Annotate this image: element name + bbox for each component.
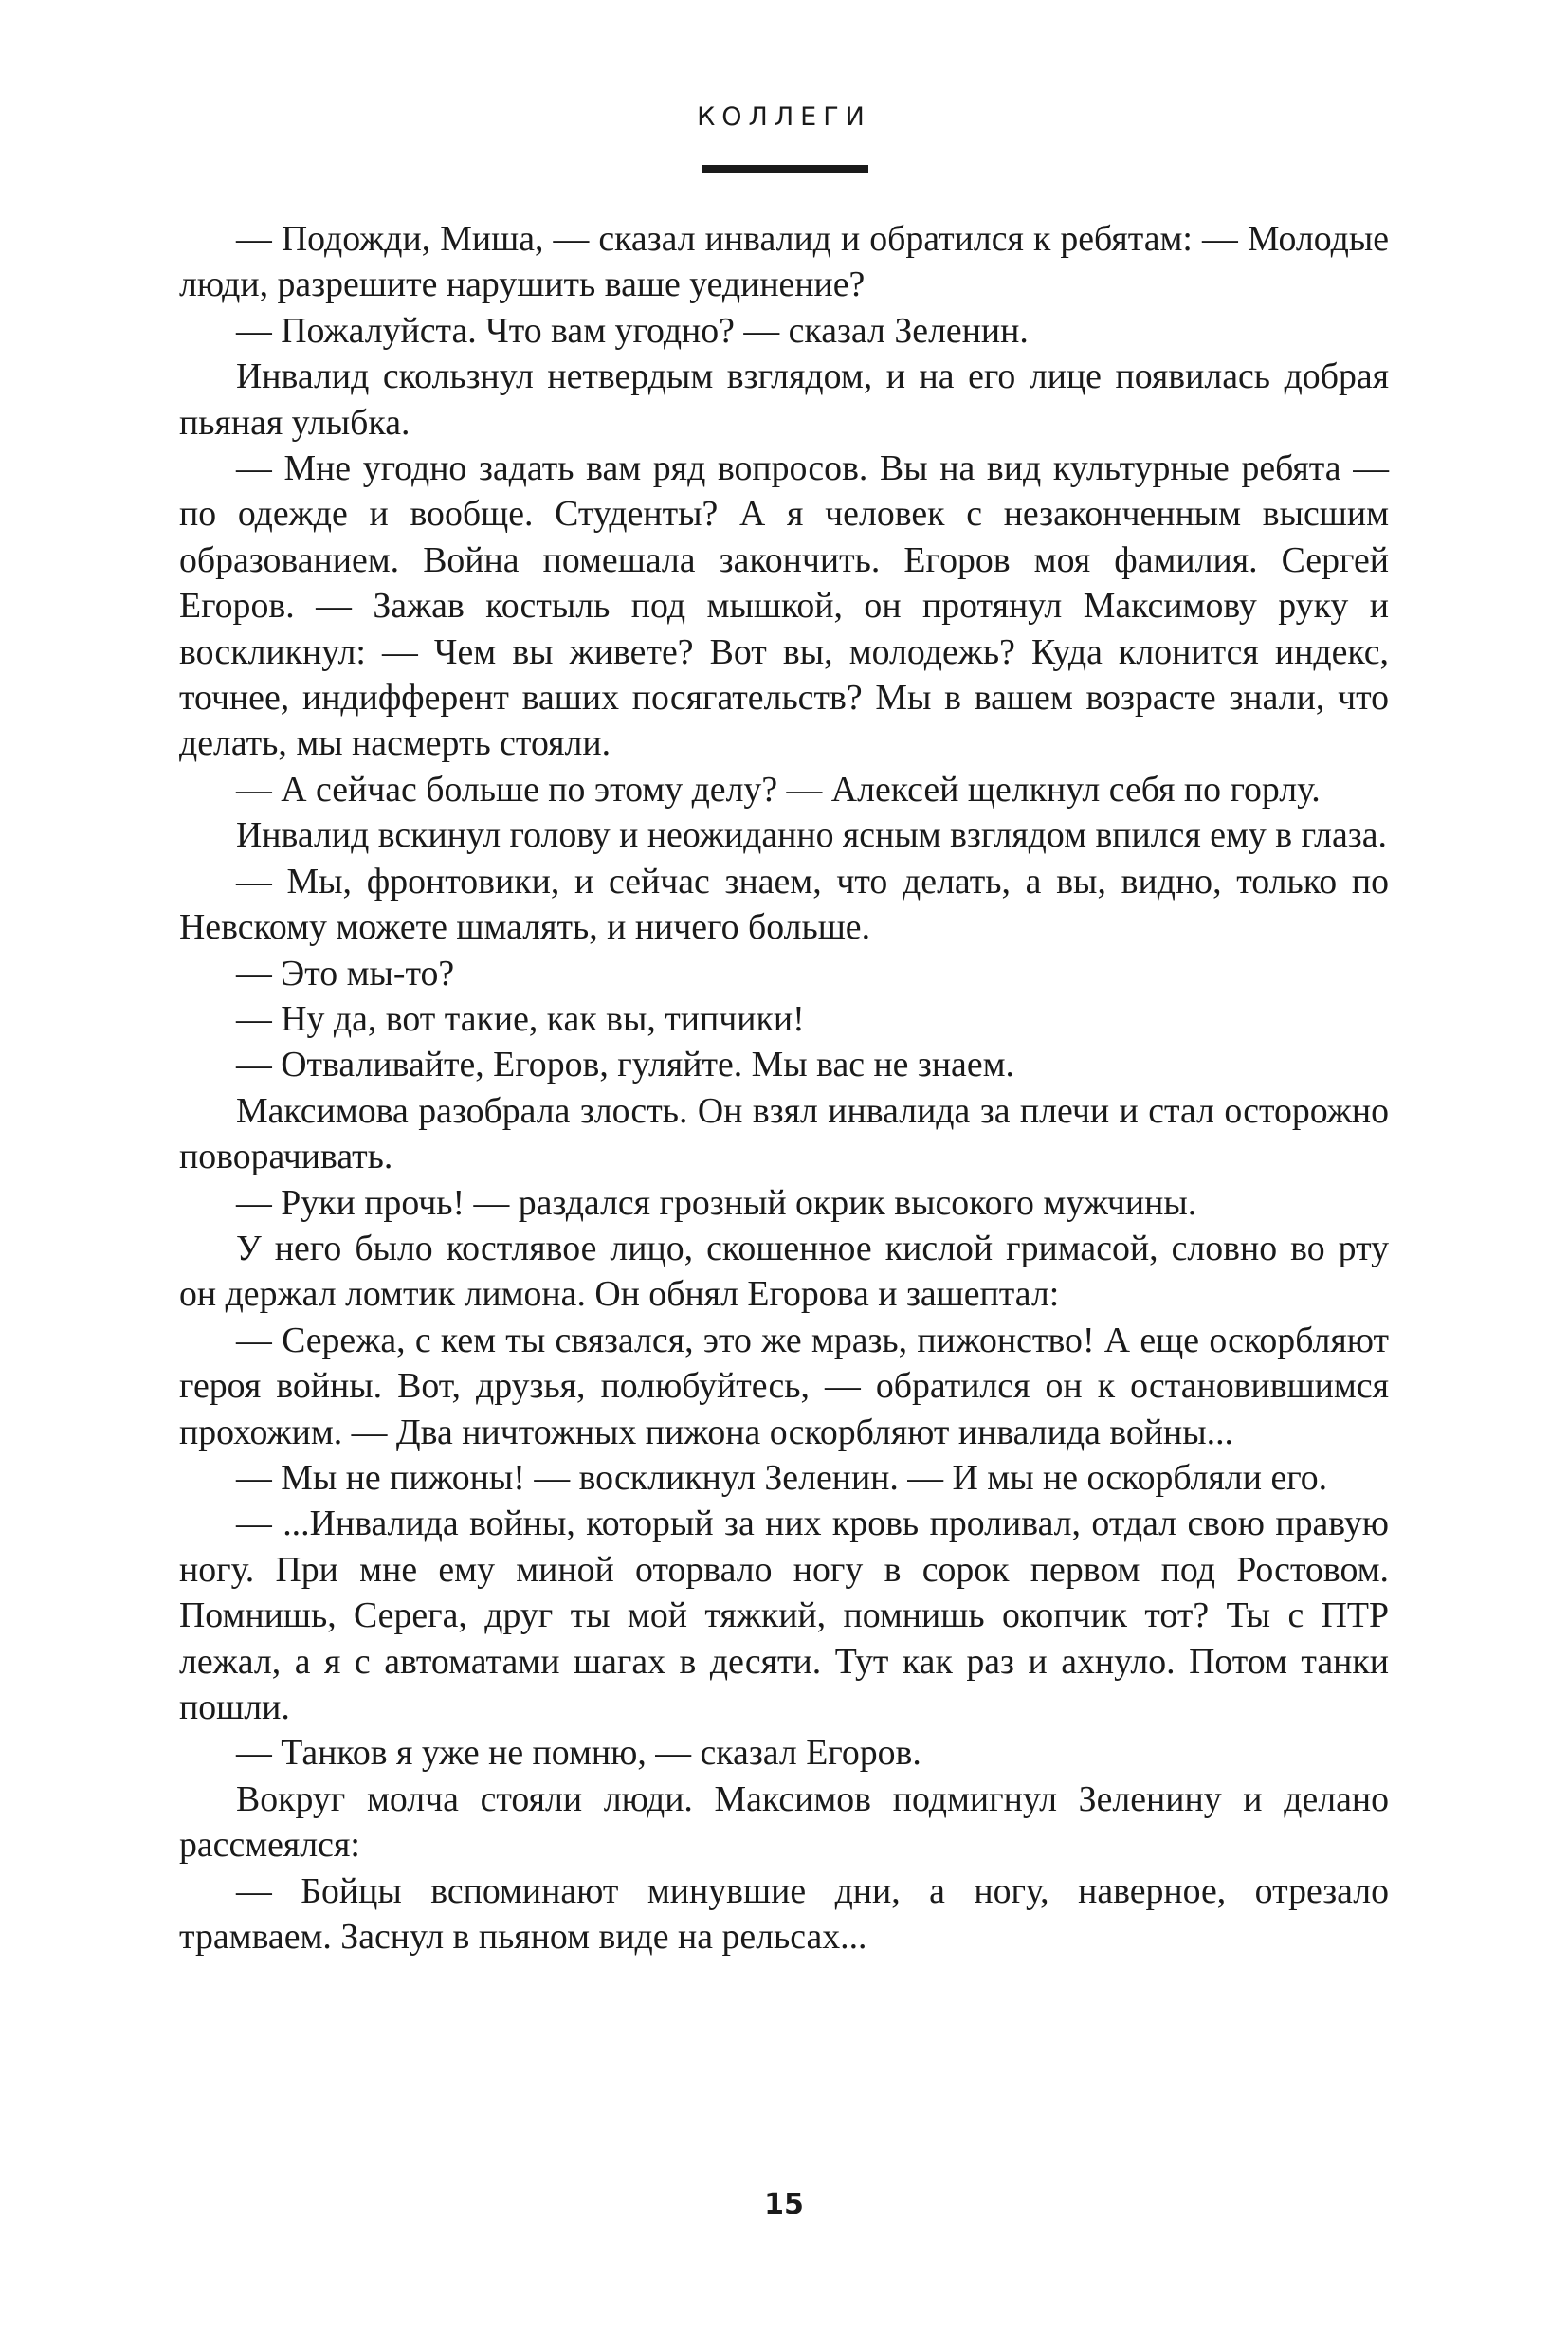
paragraph: — А сейчас больше по этому делу? — Алексей щелкнул себя по горлу. (236, 769, 1321, 810)
page-number: 15 (764, 2188, 804, 2221)
paragraph: У него было костлявое лицо, скошенное кислой гримасой, словно во рту он держал ломтик лимона. Он обнял Егорова и зашептал: (179, 1228, 1389, 1315)
header-rule (702, 165, 868, 173)
body-text (179, 216, 1389, 1959)
paragraph: — Подожди, Миша, — сказал инвалид и обратился к ребятам: — Молодые люди, разрешите нарушить ваше уединение? (179, 219, 1389, 305)
paragraph: — Танков я уже не помню, — сказал Егоров. (236, 1733, 921, 1774)
paragraph: — Это мы-то? (236, 953, 455, 993)
paragraph: — Ну да, вот такие, как вы, типчики! (236, 998, 805, 1039)
paragraph: Максимова разобрала злость. Он взял инвалида за плечи и стал осторожно поворачивать. (179, 1090, 1389, 1177)
paragraph: — Пожалуйста. Что вам угодно? — сказал Зеленин. (236, 310, 1029, 351)
paragraph: — Сережа, с кем ты связался, это же мразь, пижонство! А еще оскорбляют героя войны. Вот, друзья, полюбуйтесь, — обратился он к остановившимся прохожим. — Два ничтожных пижона оскорбляют инвалида войны... (179, 1320, 1389, 1452)
running-head-title: КОЛЛЕГИ (697, 102, 871, 132)
paragraph: — Мне угодно задать вам ряд вопросов. Вы на вид культурные ребята — по одежде и вообще. Студенты? А я человек с незаконченным высшим образованием. Война помешала закончить. Егоров моя фамилия. Сергей Егоров. — Зажав костыль под мышкой, он протянул Максимову руку и воскликнул: — Чем вы живете? Вот вы, молодежь? Куда клонится индекс, точнее, индифферент ваших посягательств? Мы в вашем возрасте знали, что делать, мы насмерть стояли. (179, 448, 1389, 764)
paragraph: — ...Инвалида войны, который за них кровь проливал, отдал свою правую ногу. При мне ему миной оторвало ногу в сорок первом под Ростовом. Помнишь, Серега, друг ты мой тяжкий, помнишь окопчик тот? Ты с ПТР лежал, а я с автоматами шагах в десяти. Тут как раз и ахнуло. Потом танки пошли. (179, 1504, 1389, 1727)
paragraph: — Мы не пижоны! — воскликнул Зеленин. — И мы не оскорбляли его. (236, 1457, 1328, 1498)
paragraph: Вокруг молча стояли люди. Максимов подмигнул Зеленину и делано рассмеялся: (179, 1778, 1389, 1866)
paragraph: — Мы, фронтовики, и сейчас знаем, что делать, а вы, видно, только по Невскому можете шмалять, и ничего больше. (179, 861, 1389, 948)
paragraph: — Бойцы вспоминают минувшие дни, а ногу, наверное, отрезало трамваем. Заснул в пьяном виде на рельсах... (179, 1870, 1389, 1958)
paragraph: Инвалид скользнул нетвердым взглядом, и на его лице появилась добрая пьяная улыбка. (179, 356, 1389, 443)
paragraph: — Руки прочь! — раздался грозный окрик высокого мужчины. (236, 1182, 1197, 1223)
paragraph: — Отваливайте, Егоров, гуляйте. Мы вас не знаем. (236, 1045, 1014, 1085)
paragraph: Инвалид вскинул голову и неожиданно ясным взглядом впился ему в глаза. (236, 815, 1387, 856)
